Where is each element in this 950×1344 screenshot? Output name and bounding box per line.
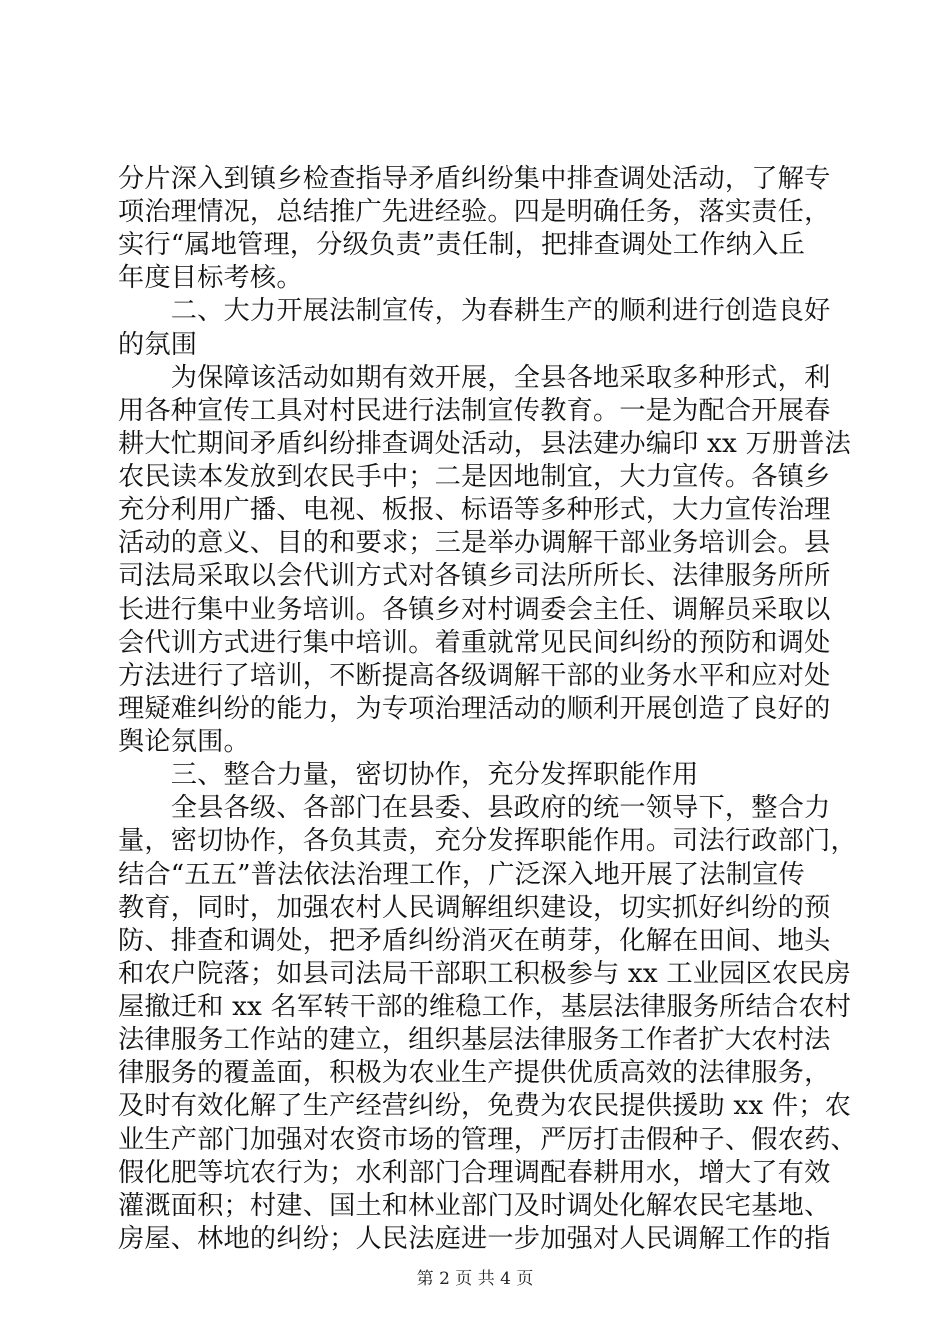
body-line: 及时有效化解了生产经营纠纷，免费为农民提供援助 xx 件；农 [118,1091,852,1121]
body-line: 实行“属地管理，分级负责”责任制，把排查调处工作纳入丘 [118,230,805,260]
body-line: 法律服务工作站的建立，组织基层法律服务工作者扩大农村法 [118,1025,831,1055]
body-line: 耕大忙期间矛盾纠纷排查调处活动，县法建办编印 xx 万册普法 [118,429,852,459]
body-line: 量，密切协作，各负其责，充分发挥职能作用。司法行政部门， [118,826,857,856]
body-line: 假化肥等坑农行为；水利部门合理调配春耕用水，增大了有效 [118,1158,831,1188]
body-line: 用各种宣传工具对村民进行法制宣传教育。一是为配合开展春 [118,396,831,426]
body-line: 理疑难纠纷的能力，为专项治理活动的顺利开展创造了良好的 [118,694,831,724]
page-number-footer: 第 2 页 共 4 页 [416,1269,534,1289]
body-line: 律服务的覆盖面，积极为农业生产提供优质高效的法律服务， [118,1058,831,1088]
body-line: 活动的意义、目的和要求；三是举办调解干部业务培训会。县 [118,528,831,558]
body-line: 业生产部门加强对农资市场的管理，严厉打击假种子、假农药、 [118,1125,857,1155]
body-line: 结合“五五”普法依法治理工作，广泛深入地开展了法制宣传 [118,860,805,890]
body-line: 房屋、林地的纠纷；人民法庭进一步加强对人民调解工作的指 [118,1224,831,1254]
body-line: 和农户院落；如县司法局干部职工积极参与 xx 工业园区农民房 [118,959,852,989]
section-heading: 二、大力开展法制宣传，为春耕生产的顺利进行创造良好 [118,296,831,326]
body-line: 充分利用广播、电视、板报、标语等多种形式，大力宣传治理 [118,495,831,525]
body-line: 屋撤迁和 xx 名军转干部的维稳工作，基层法律服务所结合农村 [118,992,852,1022]
body-line: 为保障该活动如期有效开展，全县各地采取多种形式，利 [118,363,831,393]
body-line: 农民读本发放到农民手中；二是因地制宜，大力宣传。各镇乡 [118,462,831,492]
body-line: 全县各级、各部门在县委、县政府的统一领导下，整合力 [118,793,831,823]
body-line: 会代训方式进行集中培训。着重就常见民间纠纷的预防和调处 [118,628,831,658]
body-line: 司法局采取以会代训方式对各镇乡司法所所长、法律服务所所 [118,561,831,591]
body-line: 教育，同时，加强农村人民调解组织建设，切实抓好纠纷的预 [118,893,831,923]
body-line: 长进行集中业务培训。各镇乡对村调委会主任、调解员采取以 [118,595,831,625]
body-line: 年度目标考核。 [118,263,303,293]
body-line: 项治理情况，总结推广先进经验。四是明确任务，落实责任， [118,197,831,227]
body-line: 分片深入到镇乡检查指导矛盾纠纷集中排查调处活动，了解专 [118,164,831,194]
body-line: 舆论氛围。 [118,727,250,757]
body-line: 方法进行了培训，不断提高各级调解干部的业务水平和应对处 [118,661,831,691]
section-heading: 的氛围 [118,330,198,360]
section-heading: 三、整合力量，密切协作，充分发挥职能作用 [118,760,699,790]
body-line: 防、排查和调处，把矛盾纠纷消灭在萌芽，化解在田间、地头 [118,926,831,956]
body-line: 灌溉面积；村建、国土和林业部门及时调处化解农民宅基地、 [118,1191,831,1221]
